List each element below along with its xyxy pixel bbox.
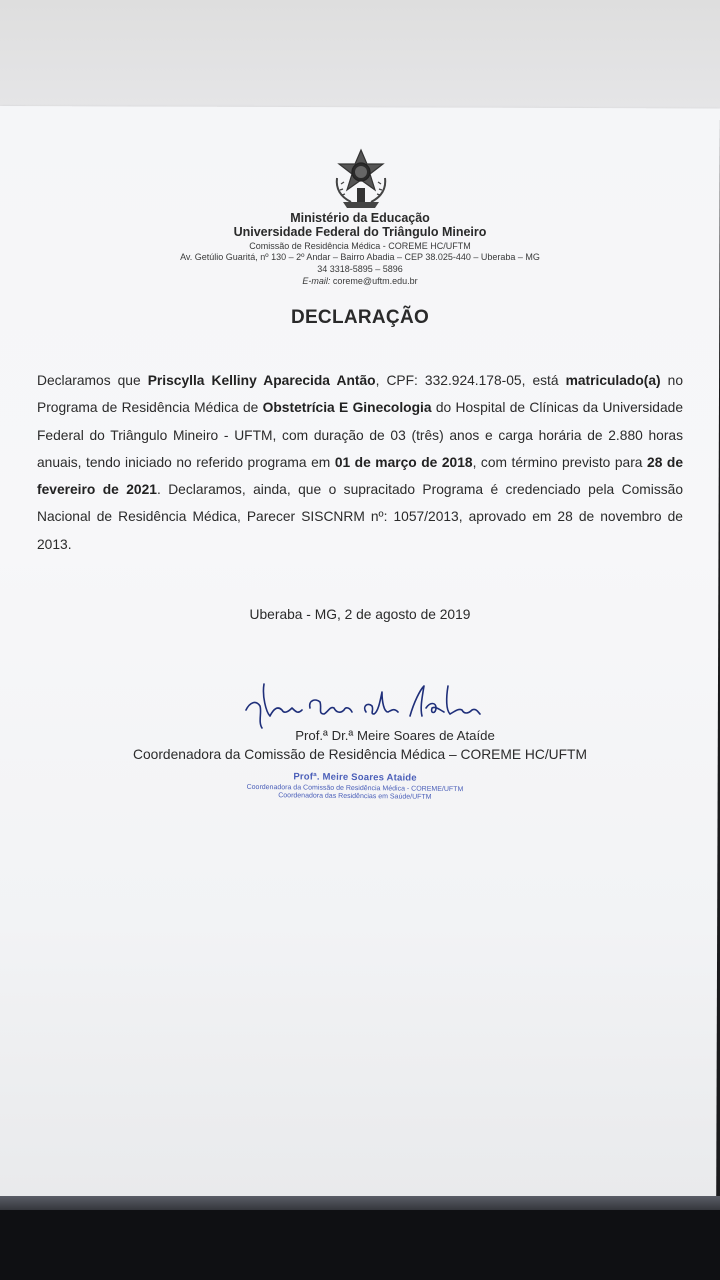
body-text-segment: Declaramos que xyxy=(37,373,148,388)
document-title: DECLARAÇÃO xyxy=(290,307,430,328)
program-name: Obstetrícia E Ginecologia xyxy=(262,400,432,416)
signatory-name: Prof.ª Dr.ª Meire Soares de Ataíde xyxy=(295,728,495,743)
place-date: Uberaba - MG, 2 de agosto de 2019 xyxy=(249,607,471,622)
handwritten-signature xyxy=(240,672,490,732)
declaration-body xyxy=(37,367,683,558)
end-date: 28 de fevereiro de 2021 xyxy=(37,454,683,498)
email-line xyxy=(0,276,720,286)
email-address: coreme@uftm.edu.br xyxy=(332,276,418,286)
body-text-segment: no Programa de Residência Médica de xyxy=(37,373,684,416)
body-text-segment: do Hospital de Clínicas da Universidade Federal do Triângulo Mineiro - UFTM, com duração de 03 (três) anos e carga horária de 2.880 horas anuais, tendo iniciado no referido programa em xyxy=(37,400,683,470)
body-text-segment: , CPF: 332.924.178-05, está xyxy=(375,373,566,388)
enrollment-status: matriculado(a) xyxy=(565,373,661,388)
commission-name: Comissão de Residência Médica - COREME HC/UFTM xyxy=(249,241,471,251)
stamp-line-2: Coordenadora da Comissão de Residência Médica - COREME/UFTM xyxy=(246,783,464,794)
phone-line: 34 3318-5895 – 5896 xyxy=(317,264,403,274)
stamp-line-3: Coordenadora das Residências em Saúde/UFTM xyxy=(278,792,432,801)
signatory-role: Coordenadora da Comissão de Residência Médica – COREME HC/UFTM xyxy=(133,747,587,762)
coat-of-arms-icon xyxy=(331,148,391,210)
resident-name: Priscylla Kelliny Aparecida Antão xyxy=(147,373,376,388)
official-stamp xyxy=(220,771,490,802)
body-text-segment: , com término previsto para xyxy=(472,454,648,470)
body-text-segment: . Declaramos, ainda, que o supracitado Programa é credenciado pela Comissão Nacional de Residência Médica, Parecer SISCNRM nº: 1057/2013, aprovado em 28 de novembro de 2013. xyxy=(37,482,684,552)
email-label: E-mail: xyxy=(302,276,331,286)
ministry-name: Ministério da Educação xyxy=(290,211,430,225)
address-line: Av. Getúlio Guaritá, nº 130 – 2º Andar – Bairro Abadia – CEP 38.025-440 – Uberaba – MG xyxy=(180,252,540,262)
stamp-name: Profª. Meire Soares Ataide xyxy=(293,771,417,784)
start-date: 01 de março de 2018 xyxy=(334,454,473,470)
university-name: Universidade Federal do Triângulo Mineiro xyxy=(233,225,487,239)
background-surface xyxy=(0,0,720,120)
dark-surface xyxy=(0,1210,720,1280)
